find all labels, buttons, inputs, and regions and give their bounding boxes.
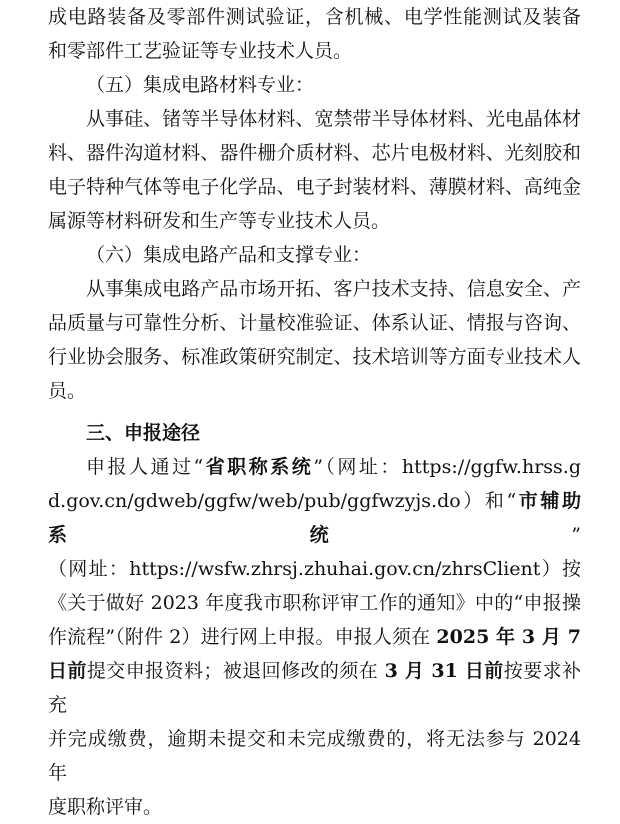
- text-line: 成电路装备及零部件测试验证，含机械、电学性能测试及装备: [48, 6, 581, 28]
- text-line: 员。: [48, 380, 87, 402]
- text-line: [48, 654, 581, 722]
- text-line: 属源等材料研发和生产等专业技术人员。: [48, 210, 391, 232]
- text-line: 度职称评审。: [48, 796, 163, 818]
- bold-system-name: 市辅助系统: [48, 490, 581, 546]
- bold-system-name: 省职称系统: [203, 456, 314, 478]
- text-segment: d.gov.cn/gdweb/ggfw/web/pub/ggfwzyjs.do）和“: [48, 490, 517, 512]
- text-line: 《关于做好 2023 年度我市职称评审工作的通知》中的“申报操: [48, 592, 581, 614]
- bold-deadline: 日前: [48, 660, 87, 682]
- section-heading-6: （六）集成电路产品和支撑专业：: [86, 244, 372, 266]
- part-heading: 三、申报途径: [86, 422, 201, 444]
- text-segment: 申报人通过“: [86, 456, 204, 478]
- text-segment: 作流程”（附件 2）进行网上申报。申报人须在: [48, 626, 437, 648]
- section-heading-5: （五）集成电路材料专业：: [86, 74, 315, 96]
- text-segment: 按要求补充: [48, 660, 581, 716]
- text-line: 品质量与可靠性分析、计量校准验证、体系认证、情报与咨询、: [48, 312, 581, 334]
- bold-deadline: 2025 年 3 月 7: [436, 626, 581, 648]
- bold-deadline: 3 月 31 日前: [384, 660, 504, 682]
- text-segment: ”（网址：https://ggfw.hrss.g: [313, 456, 581, 478]
- text-segment: 提交申报资料；被退回修改的须在: [86, 660, 385, 682]
- text-line: 并完成缴费，逾期未提交和未完成缴费的，将无法参与 2024 年: [48, 728, 581, 784]
- text-line: [48, 450, 581, 484]
- text-segment: ”: [571, 524, 581, 546]
- text-line: （网址：https://wsfw.zhrsj.zhuhai.gov.cn/zhrsClient）按: [48, 558, 581, 580]
- text-line: 料、器件沟道材料、器件栅介质材料、芯片电极材料、光刻胶和: [48, 142, 581, 164]
- text-line: 电子特种气体等电子化学品、电子封装材料、薄膜材料、高纯金: [48, 176, 581, 198]
- text-line: [48, 484, 581, 552]
- text-line: 行业协会服务、标准政策研究制定、技术培训等方面专业技术人: [48, 346, 581, 368]
- text-line: [48, 620, 581, 654]
- text-line: 从事硅、锗等半导体材料、宽禁带半导体材料、光电晶体材: [86, 108, 581, 130]
- text-line: 从事集成电路产品市场开拓、客户技术支持、信息安全、产: [86, 278, 581, 300]
- text-line: 和零部件工艺验证等专业技术人员。: [48, 40, 353, 62]
